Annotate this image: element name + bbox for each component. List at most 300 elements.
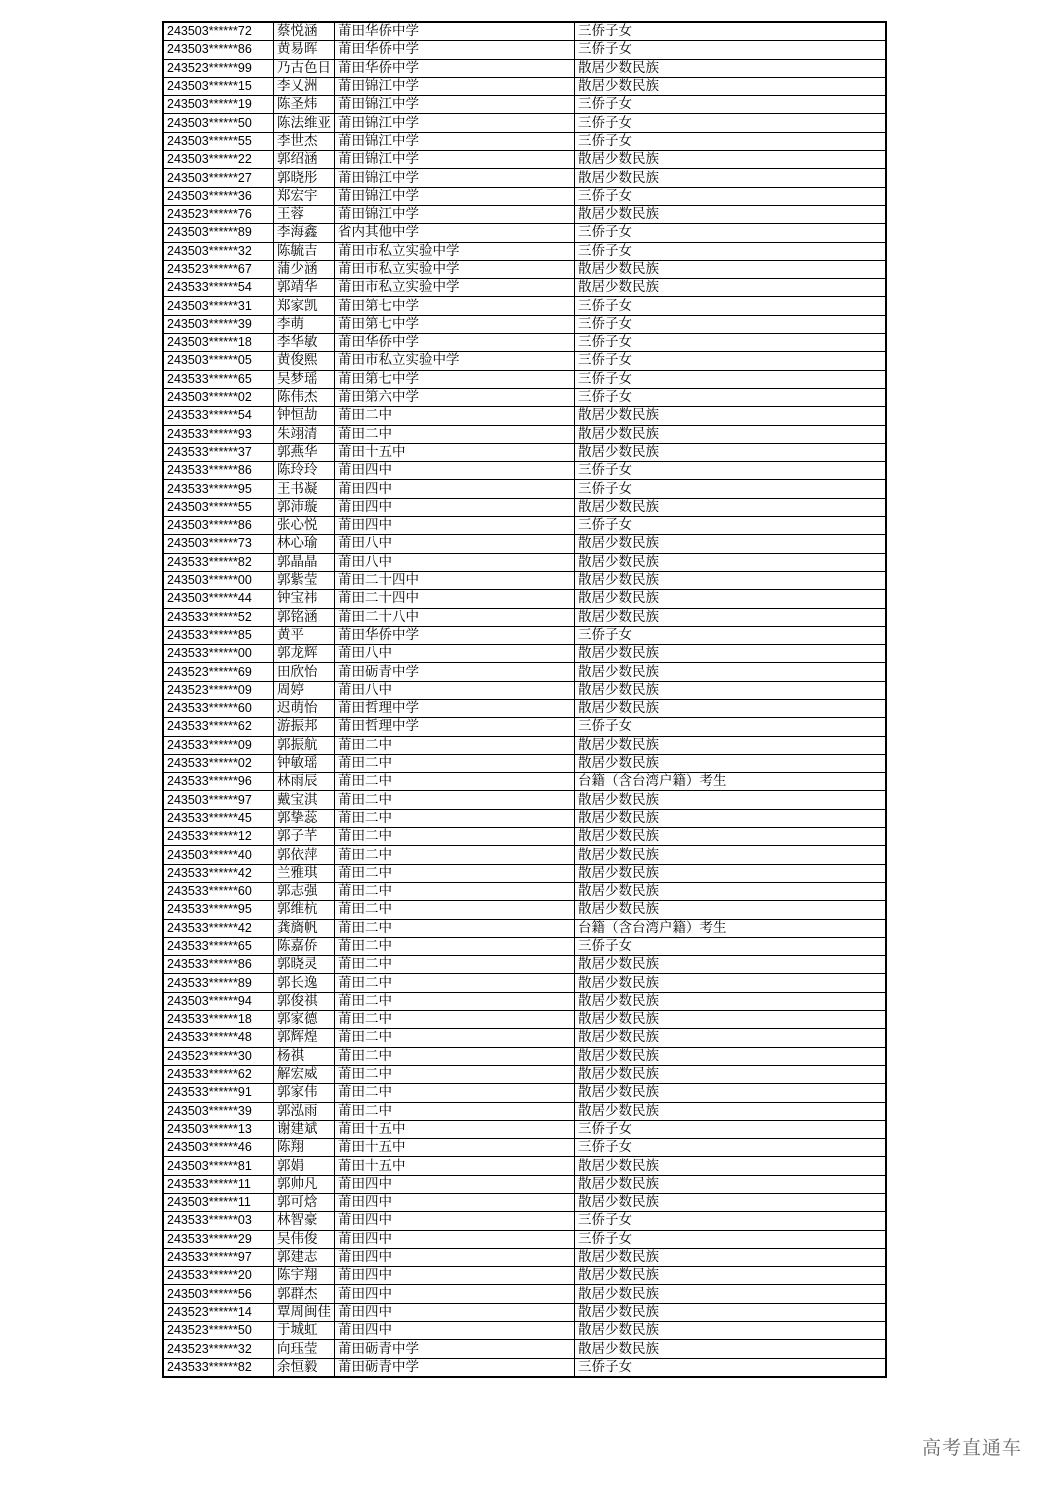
school-cell: 莆田十五中 xyxy=(335,1139,575,1157)
school-cell: 莆田砺青中学 xyxy=(335,1340,575,1358)
table-row xyxy=(163,974,886,992)
category-cell: 散居少数民族 xyxy=(575,77,887,95)
candidate-id-cell: 243523******14 xyxy=(163,1303,274,1321)
candidate-id-cell: 243503******00 xyxy=(163,571,274,589)
category-cell: 三侨子女 xyxy=(575,1212,887,1230)
table-row xyxy=(163,1303,886,1321)
school-cell: 莆田二中 xyxy=(335,1065,575,1083)
category-cell: 散居少数民族 xyxy=(575,1267,887,1285)
table-row xyxy=(163,919,886,937)
category-cell: 三侨子女 xyxy=(575,388,887,406)
table-row xyxy=(163,736,886,754)
category-cell: 三侨子女 xyxy=(575,1120,887,1138)
table-row xyxy=(163,480,886,498)
table-row xyxy=(163,187,886,205)
school-cell: 莆田二中 xyxy=(335,407,575,425)
category-cell: 三侨子女 xyxy=(575,315,887,333)
candidate-id-cell: 243533******09 xyxy=(163,736,274,754)
category-cell: 三侨子女 xyxy=(575,224,887,242)
table-row xyxy=(163,132,886,150)
name-cell: 郭建志 xyxy=(274,1248,335,1266)
school-cell: 莆田华侨中学 xyxy=(335,22,575,41)
name-cell: 陈法维亚 xyxy=(274,114,335,132)
school-cell: 莆田二中 xyxy=(335,736,575,754)
candidate-id-cell: 243503******97 xyxy=(163,791,274,809)
table-row xyxy=(163,1029,886,1047)
category-cell: 三侨子女 xyxy=(575,626,887,644)
candidate-id-cell: 243503******18 xyxy=(163,334,274,352)
name-cell: 郭长逸 xyxy=(274,974,335,992)
candidate-id-cell: 243503******32 xyxy=(163,242,274,260)
table-row xyxy=(163,1340,886,1358)
name-cell: 迟萌怡 xyxy=(274,699,335,717)
table-row xyxy=(163,1194,886,1212)
school-cell: 莆田锦江中学 xyxy=(335,96,575,114)
candidate-id-cell: 243503******39 xyxy=(163,315,274,333)
candidate-id-cell: 243533******82 xyxy=(163,553,274,571)
category-cell: 散居少数民族 xyxy=(575,791,887,809)
table-row xyxy=(163,718,886,736)
category-cell: 散居少数民族 xyxy=(575,956,887,974)
category-cell: 散居少数民族 xyxy=(575,443,887,461)
category-cell: 散居少数民族 xyxy=(575,1102,887,1120)
school-cell: 莆田四中 xyxy=(335,1267,575,1285)
table-row xyxy=(163,626,886,644)
candidate-id-cell: 243533******86 xyxy=(163,956,274,974)
table-row xyxy=(163,297,886,315)
category-cell: 散居少数民族 xyxy=(575,169,887,187)
name-cell: 陈翔 xyxy=(274,1139,335,1157)
table-row xyxy=(163,151,886,169)
table-row xyxy=(163,571,886,589)
name-cell: 李乂洲 xyxy=(274,77,335,95)
candidate-id-cell: 243523******99 xyxy=(163,59,274,77)
school-cell: 莆田二中 xyxy=(335,901,575,919)
name-cell: 郭辉煌 xyxy=(274,1029,335,1047)
school-cell: 莆田二中 xyxy=(335,809,575,827)
category-cell: 散居少数民族 xyxy=(575,1029,887,1047)
name-cell: 郭紫莹 xyxy=(274,571,335,589)
candidate-id-cell: 243503******81 xyxy=(163,1157,274,1175)
table-row xyxy=(163,1322,886,1340)
table-row xyxy=(163,425,886,443)
table-row xyxy=(163,846,886,864)
school-cell: 莆田二十八中 xyxy=(335,608,575,626)
candidate-id-cell: 243523******50 xyxy=(163,1322,274,1340)
school-cell: 莆田市私立实验中学 xyxy=(335,242,575,260)
school-cell: 莆田华侨中学 xyxy=(335,626,575,644)
name-cell: 郭靖华 xyxy=(274,279,335,297)
category-cell: 三侨子女 xyxy=(575,114,887,132)
name-cell: 郭志强 xyxy=(274,882,335,900)
table-row xyxy=(163,1120,886,1138)
candidate-id-cell: 243533******12 xyxy=(163,828,274,846)
table-row xyxy=(163,370,886,388)
table-row xyxy=(163,1102,886,1120)
category-cell: 散居少数民族 xyxy=(575,407,887,425)
candidate-id-cell: 243533******82 xyxy=(163,1358,274,1377)
category-cell: 散居少数民族 xyxy=(575,645,887,663)
name-cell: 黄平 xyxy=(274,626,335,644)
name-cell: 郭燕华 xyxy=(274,443,335,461)
candidate-id-cell: 243503******13 xyxy=(163,1120,274,1138)
category-cell: 散居少数民族 xyxy=(575,681,887,699)
category-cell: 台籍（含台湾户籍）考生 xyxy=(575,773,887,791)
table-row xyxy=(163,681,886,699)
category-cell: 三侨子女 xyxy=(575,370,887,388)
name-cell: 郭群杰 xyxy=(274,1285,335,1303)
name-cell: 蔡悦涵 xyxy=(274,22,335,41)
candidate-id-cell: 243533******42 xyxy=(163,864,274,882)
candidate-id-cell: 243533******54 xyxy=(163,407,274,425)
school-cell: 莆田二十四中 xyxy=(335,571,575,589)
name-cell: 郭振航 xyxy=(274,736,335,754)
table-row xyxy=(163,1175,886,1193)
candidate-id-cell: 243503******86 xyxy=(163,41,274,59)
name-cell: 黄俊熙 xyxy=(274,352,335,370)
table-row xyxy=(163,517,886,535)
name-cell: 郭晶晶 xyxy=(274,553,335,571)
school-cell: 莆田四中 xyxy=(335,1175,575,1193)
category-cell: 三侨子女 xyxy=(575,297,887,315)
category-cell: 散居少数民族 xyxy=(575,864,887,882)
category-cell: 三侨子女 xyxy=(575,1230,887,1248)
school-cell: 莆田第七中学 xyxy=(335,370,575,388)
candidate-id-cell: 243533******37 xyxy=(163,443,274,461)
school-cell: 莆田十五中 xyxy=(335,1120,575,1138)
name-cell: 郭晓灵 xyxy=(274,956,335,974)
category-cell: 散居少数民族 xyxy=(575,590,887,608)
watermark-text: 高考直通车 xyxy=(921,1437,1022,1459)
name-cell: 郭帅凡 xyxy=(274,1175,335,1193)
candidate-id-cell: 243503******72 xyxy=(163,22,274,41)
school-cell: 莆田二中 xyxy=(335,791,575,809)
name-cell: 游振邦 xyxy=(274,718,335,736)
category-cell: 散居少数民族 xyxy=(575,1303,887,1321)
table-row xyxy=(163,1011,886,1029)
category-cell: 散居少数民族 xyxy=(575,1157,887,1175)
table-row xyxy=(163,699,886,717)
category-cell: 三侨子女 xyxy=(575,937,887,955)
candidate-id-cell: 243533******60 xyxy=(163,699,274,717)
table-row xyxy=(163,334,886,352)
candidate-id-cell: 243533******52 xyxy=(163,608,274,626)
name-cell: 蒲少涵 xyxy=(274,260,335,278)
table-row xyxy=(163,242,886,260)
category-cell: 台籍（含台湾户籍）考生 xyxy=(575,919,887,937)
category-cell: 三侨子女 xyxy=(575,242,887,260)
candidate-id-cell: 243533******20 xyxy=(163,1267,274,1285)
candidate-id-cell: 243533******29 xyxy=(163,1230,274,1248)
candidate-id-cell: 243533******11 xyxy=(163,1175,274,1193)
category-cell: 散居少数民族 xyxy=(575,828,887,846)
name-cell: 张心悦 xyxy=(274,517,335,535)
candidate-id-cell: 243533******93 xyxy=(163,425,274,443)
category-cell: 散居少数民族 xyxy=(575,1065,887,1083)
category-cell: 散居少数民族 xyxy=(575,1285,887,1303)
table-row xyxy=(163,77,886,95)
category-cell: 散居少数民族 xyxy=(575,1084,887,1102)
table-row xyxy=(163,608,886,626)
name-cell: 龚旖帆 xyxy=(274,919,335,937)
school-cell: 莆田十五中 xyxy=(335,1157,575,1175)
school-cell: 莆田八中 xyxy=(335,645,575,663)
category-cell: 散居少数民族 xyxy=(575,699,887,717)
name-cell: 兰雅琪 xyxy=(274,864,335,882)
category-cell: 散居少数民族 xyxy=(575,535,887,553)
table-row xyxy=(163,1065,886,1083)
table-row xyxy=(163,1248,886,1266)
category-cell: 散居少数民族 xyxy=(575,809,887,827)
school-cell: 莆田二中 xyxy=(335,1047,575,1065)
category-cell: 散居少数民族 xyxy=(575,1194,887,1212)
name-cell: 李华敏 xyxy=(274,334,335,352)
name-cell: 郭晓彤 xyxy=(274,169,335,187)
table-row xyxy=(163,1230,886,1248)
category-cell: 散居少数民族 xyxy=(575,901,887,919)
name-cell: 郑家凯 xyxy=(274,297,335,315)
candidate-id-cell: 243503******44 xyxy=(163,590,274,608)
name-cell: 戴宝淇 xyxy=(274,791,335,809)
candidate-id-cell: 243533******18 xyxy=(163,1011,274,1029)
school-cell: 莆田锦江中学 xyxy=(335,132,575,150)
school-cell: 莆田市私立实验中学 xyxy=(335,260,575,278)
name-cell: 郭绍涵 xyxy=(274,151,335,169)
table-row xyxy=(163,1139,886,1157)
school-cell: 莆田八中 xyxy=(335,681,575,699)
name-cell: 郑宏宇 xyxy=(274,187,335,205)
candidate-id-cell: 243533******95 xyxy=(163,901,274,919)
name-cell: 李世杰 xyxy=(274,132,335,150)
table-row xyxy=(163,663,886,681)
school-cell: 莆田四中 xyxy=(335,1248,575,1266)
name-cell: 林雨辰 xyxy=(274,773,335,791)
category-cell: 三侨子女 xyxy=(575,187,887,205)
school-cell: 莆田二中 xyxy=(335,754,575,772)
school-cell: 莆田锦江中学 xyxy=(335,205,575,223)
name-cell: 解宏威 xyxy=(274,1065,335,1083)
school-cell: 莆田四中 xyxy=(335,1322,575,1340)
table-row xyxy=(163,1267,886,1285)
category-cell: 三侨子女 xyxy=(575,1139,887,1157)
candidate-id-cell: 243533******03 xyxy=(163,1212,274,1230)
category-cell: 散居少数民族 xyxy=(575,882,887,900)
table-row xyxy=(163,315,886,333)
school-cell: 莆田二中 xyxy=(335,937,575,955)
name-cell: 郭铭涵 xyxy=(274,608,335,626)
category-cell: 散居少数民族 xyxy=(575,608,887,626)
roster-table xyxy=(162,21,887,1378)
candidate-id-cell: 243533******42 xyxy=(163,919,274,937)
school-cell: 莆田四中 xyxy=(335,480,575,498)
candidate-id-cell: 243503******56 xyxy=(163,1285,274,1303)
school-cell: 莆田二中 xyxy=(335,773,575,791)
candidate-id-cell: 243533******48 xyxy=(163,1029,274,1047)
table-row xyxy=(163,169,886,187)
school-cell: 莆田四中 xyxy=(335,1230,575,1248)
school-cell: 莆田二十四中 xyxy=(335,590,575,608)
candidate-id-cell: 243533******02 xyxy=(163,754,274,772)
category-cell: 三侨子女 xyxy=(575,462,887,480)
table-row xyxy=(163,791,886,809)
candidate-id-cell: 243503******22 xyxy=(163,151,274,169)
school-cell: 莆田锦江中学 xyxy=(335,151,575,169)
category-cell: 三侨子女 xyxy=(575,132,887,150)
candidate-id-cell: 243533******91 xyxy=(163,1084,274,1102)
school-cell: 莆田四中 xyxy=(335,517,575,535)
name-cell: 覃周闽佳 xyxy=(274,1303,335,1321)
category-cell: 散居少数民族 xyxy=(575,425,887,443)
table-row xyxy=(163,41,886,59)
school-cell: 莆田四中 xyxy=(335,498,575,516)
candidate-id-cell: 243503******46 xyxy=(163,1139,274,1157)
name-cell: 钟恒劼 xyxy=(274,407,335,425)
school-cell: 莆田哲理中学 xyxy=(335,699,575,717)
candidate-id-cell: 243523******30 xyxy=(163,1047,274,1065)
school-cell: 莆田砺青中学 xyxy=(335,1358,575,1377)
category-cell: 散居少数民族 xyxy=(575,205,887,223)
table-row xyxy=(163,59,886,77)
candidate-id-cell: 243523******67 xyxy=(163,260,274,278)
table-row xyxy=(163,773,886,791)
candidate-id-cell: 243523******09 xyxy=(163,681,274,699)
name-cell: 陈玲玲 xyxy=(274,462,335,480)
name-cell: 郭依萍 xyxy=(274,846,335,864)
category-cell: 三侨子女 xyxy=(575,352,887,370)
candidate-id-cell: 243503******73 xyxy=(163,535,274,553)
school-cell: 莆田二中 xyxy=(335,919,575,937)
school-cell: 莆田四中 xyxy=(335,1285,575,1303)
school-cell: 莆田市私立实验中学 xyxy=(335,279,575,297)
category-cell: 三侨子女 xyxy=(575,41,887,59)
category-cell: 散居少数民族 xyxy=(575,736,887,754)
table-row xyxy=(163,645,886,663)
school-cell: 莆田锦江中学 xyxy=(335,114,575,132)
name-cell: 黄易晖 xyxy=(274,41,335,59)
table-row xyxy=(163,992,886,1010)
school-cell: 莆田二中 xyxy=(335,1029,575,1047)
school-cell: 莆田四中 xyxy=(335,1194,575,1212)
category-cell: 散居少数民族 xyxy=(575,498,887,516)
table-row xyxy=(163,443,886,461)
school-cell: 莆田二中 xyxy=(335,956,575,974)
candidate-id-cell: 243533******45 xyxy=(163,809,274,827)
candidate-id-cell: 243503******02 xyxy=(163,388,274,406)
school-cell: 莆田二中 xyxy=(335,864,575,882)
name-cell: 陈伟杰 xyxy=(274,388,335,406)
school-cell: 莆田八中 xyxy=(335,553,575,571)
table-row xyxy=(163,205,886,223)
candidate-id-cell: 243503******27 xyxy=(163,169,274,187)
name-cell: 余恒毅 xyxy=(274,1358,335,1377)
candidate-id-cell: 243503******55 xyxy=(163,498,274,516)
name-cell: 钟敏瑶 xyxy=(274,754,335,772)
candidate-id-cell: 243533******62 xyxy=(163,1065,274,1083)
category-cell: 散居少数民族 xyxy=(575,279,887,297)
name-cell: 周婷 xyxy=(274,681,335,699)
candidate-id-cell: 243533******62 xyxy=(163,718,274,736)
name-cell: 乃古色日 xyxy=(274,59,335,77)
school-cell: 莆田二中 xyxy=(335,1084,575,1102)
candidate-id-cell: 243533******96 xyxy=(163,773,274,791)
candidate-id-cell: 243503******55 xyxy=(163,132,274,150)
school-cell: 莆田锦江中学 xyxy=(335,77,575,95)
table-row xyxy=(163,809,886,827)
category-cell: 三侨子女 xyxy=(575,96,887,114)
category-cell: 三侨子女 xyxy=(575,22,887,41)
table-row xyxy=(163,754,886,772)
category-cell: 三侨子女 xyxy=(575,480,887,498)
name-cell: 田欣怡 xyxy=(274,663,335,681)
school-cell: 莆田哲理中学 xyxy=(335,718,575,736)
candidate-id-cell: 243523******69 xyxy=(163,663,274,681)
table-row xyxy=(163,828,886,846)
category-cell: 散居少数民族 xyxy=(575,1322,887,1340)
category-cell: 散居少数民族 xyxy=(575,151,887,169)
name-cell: 郭挚蕊 xyxy=(274,809,335,827)
candidate-id-cell: 243533******60 xyxy=(163,882,274,900)
school-cell: 莆田二中 xyxy=(335,882,575,900)
school-cell: 莆田第七中学 xyxy=(335,315,575,333)
school-cell: 莆田二中 xyxy=(335,992,575,1010)
name-cell: 陈圣炜 xyxy=(274,96,335,114)
name-cell: 于城虹 xyxy=(274,1322,335,1340)
table-row xyxy=(163,1157,886,1175)
name-cell: 吴伟俊 xyxy=(274,1230,335,1248)
table-row xyxy=(163,864,886,882)
category-cell: 散居少数民族 xyxy=(575,1175,887,1193)
name-cell: 李萌 xyxy=(274,315,335,333)
school-cell: 莆田锦江中学 xyxy=(335,169,575,187)
name-cell: 王蓉 xyxy=(274,205,335,223)
candidate-id-cell: 243503******40 xyxy=(163,846,274,864)
candidate-id-cell: 243503******89 xyxy=(163,224,274,242)
school-cell: 莆田二中 xyxy=(335,1011,575,1029)
table-row xyxy=(163,1047,886,1065)
table-row xyxy=(163,388,886,406)
category-cell: 散居少数民族 xyxy=(575,571,887,589)
category-cell: 三侨子女 xyxy=(575,718,887,736)
school-cell: 莆田第七中学 xyxy=(335,297,575,315)
name-cell: 郭家伟 xyxy=(274,1084,335,1102)
school-cell: 莆田华侨中学 xyxy=(335,59,575,77)
school-cell: 莆田八中 xyxy=(335,535,575,553)
name-cell: 谢建斌 xyxy=(274,1120,335,1138)
table-row xyxy=(163,1285,886,1303)
name-cell: 郭维杭 xyxy=(274,901,335,919)
table-row xyxy=(163,96,886,114)
table-row xyxy=(163,22,886,41)
school-cell: 莆田四中 xyxy=(335,1303,575,1321)
table-row xyxy=(163,352,886,370)
name-cell: 郭俊祺 xyxy=(274,992,335,1010)
category-cell: 散居少数民族 xyxy=(575,754,887,772)
name-cell: 郭龙辉 xyxy=(274,645,335,663)
candidate-id-cell: 243503******86 xyxy=(163,517,274,535)
name-cell: 郭子芊 xyxy=(274,828,335,846)
name-cell: 陈毓吉 xyxy=(274,242,335,260)
category-cell: 散居少数民族 xyxy=(575,992,887,1010)
table-row xyxy=(163,498,886,516)
school-cell: 莆田第六中学 xyxy=(335,388,575,406)
candidate-id-cell: 243503******05 xyxy=(163,352,274,370)
candidate-id-cell: 243503******39 xyxy=(163,1102,274,1120)
name-cell: 林心瑜 xyxy=(274,535,335,553)
table-row xyxy=(163,937,886,955)
candidate-id-cell: 243503******11 xyxy=(163,1194,274,1212)
category-cell: 三侨子女 xyxy=(575,1358,887,1377)
candidate-id-cell: 243533******65 xyxy=(163,937,274,955)
